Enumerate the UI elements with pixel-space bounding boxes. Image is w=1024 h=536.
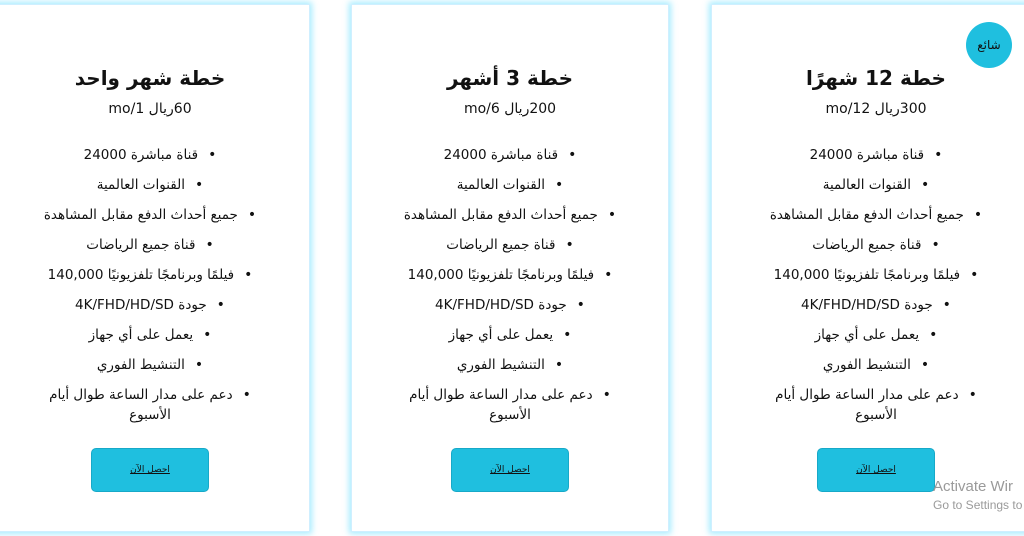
feature-item: •يعمل على أي جهاز	[88, 327, 212, 343]
bullet-icon: •	[216, 297, 225, 313]
plan-price: 60ريال 1/mo	[108, 101, 192, 117]
feature-item: •قناة جميع الرياضات	[812, 237, 940, 253]
bullet-icon: •	[931, 237, 940, 253]
feature-item: •قناة مباشرة 24000	[83, 147, 217, 163]
bullet-icon: •	[920, 177, 930, 193]
feature-item: •القنوات العالمية	[822, 177, 930, 193]
plan-card-3-months	[351, 4, 669, 532]
bullet-icon: •	[208, 147, 217, 163]
feature-item: •فيلمًا وبرنامجًا تلفزيونيًا 140,000	[407, 267, 613, 283]
feature-item: •التنشيط الفوري	[456, 357, 564, 373]
bullet-icon: •	[973, 207, 983, 223]
popular-badge: شائع	[966, 22, 1012, 68]
feature-list	[352, 145, 668, 425]
plan-title: خطة شهر واحد	[74, 65, 226, 90]
feature-item: •قناة جميع الرياضات	[86, 237, 214, 253]
watermark-title: Activate Wir	[933, 478, 1014, 495]
plan-price: 200ريال 6/mo	[463, 101, 557, 117]
feature-item: •جودة 4K/FHD/HD/SD	[435, 297, 585, 313]
bullet-icon: •	[247, 207, 257, 223]
get-now-button[interactable]: احصل الآن	[91, 448, 209, 492]
feature-item: •دعم على مدار الساعة طوال أيام الأسبوع	[775, 387, 977, 423]
watermark-subtitle: Go to Settings to	[933, 498, 1023, 512]
bullet-icon: •	[929, 327, 938, 343]
bullet-icon: •	[968, 387, 977, 403]
bullet-icon: •	[934, 147, 943, 163]
bullet-icon: •	[554, 177, 564, 193]
feature-item: •دعم على مدار الساعة طوال أيام الأسبوع	[409, 387, 611, 423]
plan-card-1-month	[0, 4, 310, 532]
feature-item: •جودة 4K/FHD/HD/SD	[801, 297, 951, 313]
bullet-icon: •	[242, 387, 251, 403]
feature-item: •يعمل على أي جهاز	[814, 327, 938, 343]
plan-title: خطة 3 أشهر	[446, 65, 574, 90]
feature-item: •التنشيط الفوري	[96, 357, 204, 373]
bullet-icon: •	[602, 387, 611, 403]
bullet-icon: •	[554, 357, 564, 373]
bullet-icon: •	[607, 207, 617, 223]
bullet-icon: •	[565, 237, 574, 253]
get-now-button[interactable]: احصل الآن	[451, 448, 569, 492]
get-now-button[interactable]: احصل الآن	[817, 448, 935, 492]
feature-list	[712, 145, 1024, 425]
activate-windows-watermark	[933, 478, 1022, 512]
bullet-icon: •	[194, 357, 204, 373]
bullet-icon: •	[970, 267, 979, 283]
plan-price: 300ريال 12/mo	[825, 101, 927, 117]
feature-item: •جميع أحداث الدفع مقابل المشاهدة	[403, 207, 617, 223]
plan-title: خطة 12 شهرًا	[806, 65, 946, 90]
feature-item: •فيلمًا وبرنامجًا تلفزيونيًا 140,000	[47, 267, 253, 283]
feature-item: •القنوات العالمية	[456, 177, 564, 193]
bullet-icon: •	[244, 267, 253, 283]
bullet-icon: •	[604, 267, 613, 283]
feature-item: •جميع أحداث الدفع مقابل المشاهدة	[43, 207, 257, 223]
bullet-icon: •	[568, 147, 577, 163]
plan-card-12-months	[711, 4, 1024, 532]
bullet-icon: •	[920, 357, 930, 373]
feature-item: •قناة جميع الرياضات	[446, 237, 574, 253]
feature-item: •القنوات العالمية	[96, 177, 204, 193]
feature-item: •دعم على مدار الساعة طوال أيام الأسبوع	[49, 387, 251, 423]
feature-item: •قناة مباشرة 24000	[443, 147, 577, 163]
feature-item: •جودة 4K/FHD/HD/SD	[75, 297, 225, 313]
bullet-icon: •	[942, 297, 951, 313]
bullet-icon: •	[205, 237, 214, 253]
feature-list	[0, 145, 309, 425]
feature-item: •جميع أحداث الدفع مقابل المشاهدة	[769, 207, 983, 223]
feature-item: •يعمل على أي جهاز	[448, 327, 572, 343]
bullet-icon: •	[203, 327, 212, 343]
bullet-icon: •	[563, 327, 572, 343]
bullet-icon: •	[194, 177, 204, 193]
feature-item: •التنشيط الفوري	[822, 357, 930, 373]
feature-item: •قناة مباشرة 24000	[809, 147, 943, 163]
bullet-icon: •	[576, 297, 585, 313]
feature-item: •فيلمًا وبرنامجًا تلفزيونيًا 140,000	[773, 267, 979, 283]
